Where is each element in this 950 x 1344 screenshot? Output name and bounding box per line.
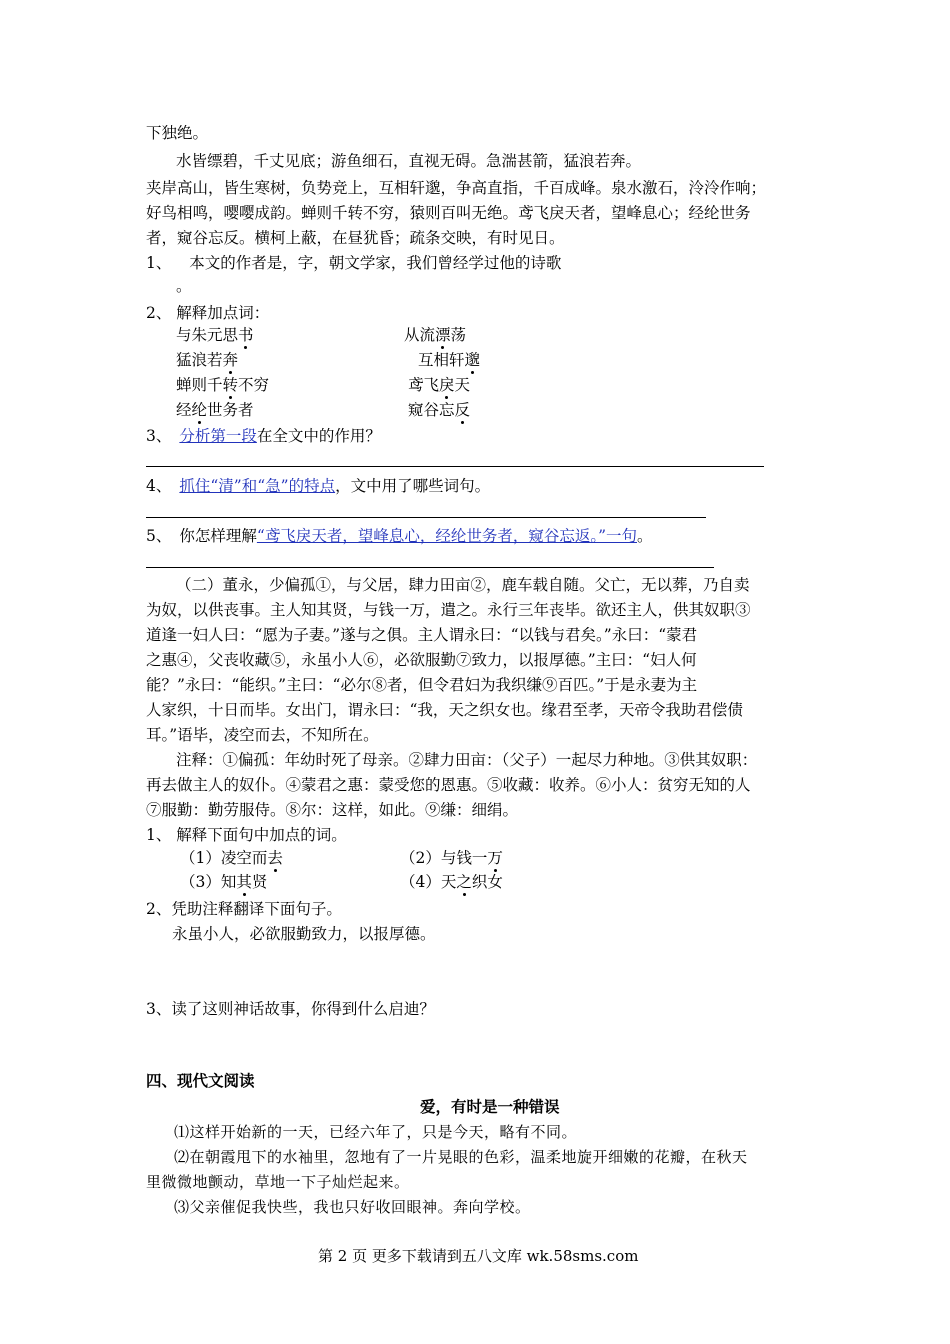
p2q1-b-text: （2）与钱一 — [400, 849, 488, 867]
p2q1-c-text-end: 贤 — [251, 873, 268, 891]
article-title: 爱，有时是一种错误 — [420, 1097, 560, 1116]
q4-answer-line[interactable] — [146, 517, 706, 518]
q2-w2-text: 从流 — [404, 326, 436, 344]
q1-text-a: 本文的作者是 — [189, 254, 283, 272]
passage2-line7: 耳。”语毕，凌空而去，不知所在。 — [146, 726, 379, 744]
q2-w2-text-end: 荡 — [450, 326, 467, 344]
q2-w6-text-end: 天 — [454, 376, 471, 394]
passage2-note3: ⑦服勤：勤劳服侍。⑧尔：这样，如此。⑨缣：细绢。 — [146, 801, 519, 819]
q3-answer-line[interactable] — [146, 466, 764, 467]
q4-number: 4、 — [146, 477, 172, 495]
passage2-line1: （二）董永，少偏孤①，与父居，肆力田亩②，鹿车载自随。父亡，无以葬，乃自卖 — [176, 576, 750, 594]
q3-link[interactable]: 分析第一段 — [179, 427, 257, 445]
p2q1-a-text: （1）凌空而 — [180, 849, 268, 867]
passage2-line2: 为奴，以供丧事。主人知其贤，与钱一万，遣之。永行三年丧毕。欲还主人，供其奴职③ — [146, 601, 751, 619]
page-footer: 第 2 页 更多下载请到五八文库 wk.58sms.com — [318, 1247, 639, 1265]
passage2-line3: 道逢一妇人曰：“愿为子妻。”遂与之俱。主人谓永曰：“以钱与君矣。”永曰：“蒙君 — [146, 626, 698, 644]
q1-text-b: ，字 — [282, 254, 314, 272]
article-paragraph-2-line1: ⑵在朝霞甩下的水袖里，忽地有了一片晃眼的色彩，温柔地旋开细嫩的花瓣，在秋天 — [174, 1148, 748, 1166]
question-1 — [146, 252, 561, 274]
p2q1-b-dotted: 万 — [487, 849, 503, 867]
q4-text: ，文中用了哪些词句。 — [335, 477, 491, 495]
q2-word-7 — [176, 399, 254, 421]
passage2-line4: 之惠④，父丧收藏⑤，永虽小人⑥，必欲服勤⑦致力，以报厚德。”主曰：“妇人何 — [146, 651, 697, 669]
section-4-heading: 四、现代文阅读 — [146, 1071, 255, 1090]
article-paragraph-2-line2: 里微微地颤动，草地一下子灿烂起来。 — [146, 1173, 410, 1191]
p2q1-a-dotted: 去 — [267, 849, 283, 867]
passage2-note1: 注释：①偏孤：年幼时死了母亲。②肆力田亩：（父子）一起尽力种地。③供其奴职： — [176, 751, 758, 769]
q2-w1-dotted: 书 — [238, 326, 254, 344]
passage1-line4: 好鸟相鸣，嘤嘤成韵。蝉则千转不穷，猿则百叫无绝。鸢飞戾天者，望峰息心；经纶世务 — [146, 204, 751, 222]
q2-word-3 — [176, 349, 238, 371]
q2-w4-text: 互相轩 — [418, 351, 465, 369]
p2-question-1-title: 1、 解释下面句中加点的词。 — [146, 826, 347, 844]
q2-w2-dotted: 漂 — [435, 326, 451, 344]
q2-w7-text-end: 世务者 — [207, 401, 254, 419]
q1-text-d: 朝 — [328, 254, 345, 272]
q2-w8-dotted: 反 — [454, 401, 471, 419]
question-4 — [146, 475, 490, 497]
q2-w7-dotted: 纶 — [191, 401, 208, 419]
p2-question-2-sentence: 永虽小人，必欲服勤致力，以报厚德。 — [172, 925, 436, 943]
question-3 — [146, 425, 381, 447]
q2-w3-dotted: 奔 — [222, 351, 239, 369]
passage2-line5: 能？”永曰：“能织。”主曰：“必尔⑧者，但令君妇为我织缣⑨百匹。”于是永妻为主 — [146, 676, 698, 694]
question-2-title: 2、 解释加点词： — [146, 304, 270, 322]
q1-number: 1、 — [146, 254, 172, 272]
q2-word-4 — [418, 349, 480, 371]
q2-word-5 — [176, 374, 269, 396]
p2q1-item-3 — [180, 871, 267, 893]
q1-text-e: 文学家，我们曾经学过他的诗歌 — [344, 254, 562, 272]
p2-question-2-title: 2、凭助注释翻译下面句子。 — [146, 900, 342, 918]
p2q1-item-2 — [400, 847, 503, 869]
passage2-note2: 再去做主人的奴仆。④蒙君之惠：蒙受您的恩惠。⑤收藏：收养。⑥小人：贫穷无知的人 — [146, 776, 751, 794]
q5-text-pre: 你怎样理解 — [179, 527, 257, 545]
p2-question-3-title: 3、读了这则神话故事，你得到什么启迪？ — [146, 1000, 435, 1018]
q1-tail: 。 — [176, 277, 192, 295]
q5-text: 。 — [637, 527, 653, 545]
q2-w4-dotted: 邈 — [464, 351, 481, 369]
p2q1-d-dotted: 之 — [456, 873, 472, 891]
article-paragraph-3: ⑶父亲催促我快些，我也只好收回眼神。奔向学校。 — [174, 1198, 531, 1216]
article-paragraph-1: ⑴这样开始新的一天，已经六年了，只是今天，略有不同。 — [174, 1123, 578, 1141]
p2q1-d-text: （4）天 — [400, 873, 457, 891]
q5-number: 5、 — [146, 527, 172, 545]
q2-w5-dotted: 转 — [222, 376, 239, 394]
q2-w6-text: 鸢飞 — [408, 376, 440, 394]
p2q1-c-dotted: 其 — [236, 873, 252, 891]
q2-word-8 — [408, 399, 470, 421]
q2-word-2 — [404, 324, 466, 346]
passage1-line1: 下独绝。 — [146, 124, 209, 142]
q2-w5-text-end: 不穷 — [238, 376, 270, 394]
passage2-line6: 人家织，十日而毕。女出门，谓永曰：“我，天之织女也。缘君至孝，天帝令我助君偿债 — [146, 701, 743, 719]
q3-number: 3、 — [146, 427, 172, 445]
p2q1-c-text: （3）知 — [180, 873, 237, 891]
q2-w7-text: 经 — [176, 401, 192, 419]
q2-word-1 — [176, 324, 254, 346]
p2q1-item-4 — [400, 871, 503, 893]
passage1-line5: 者，窥谷忘反。横柯上蔽，在昼犹昏；疏条交映，有时见日。 — [146, 229, 565, 247]
question-5 — [146, 525, 653, 547]
p2q1-item-1 — [180, 847, 283, 869]
q2-w1-text: 与朱元思 — [176, 326, 239, 344]
q2-word-6 — [408, 374, 470, 396]
q2-w6-dotted: 戾 — [439, 376, 455, 394]
q2-w5-text: 蝉则千 — [176, 376, 223, 394]
q1-text-c: ， — [313, 254, 329, 272]
passage1-line2: 水皆缥碧，千丈见底；游鱼细石，直视无碍。急湍甚箭，猛浪若奔。 — [176, 152, 642, 170]
q2-w3-text: 猛浪若 — [176, 351, 223, 369]
p2q1-d-text-end: 织女 — [471, 873, 503, 891]
q2-w8-text: 窥谷忘 — [408, 401, 455, 419]
q4-link[interactable]: 抓住“清”和“急”的特点 — [179, 477, 336, 495]
q3-text: 在全文中的作用？ — [256, 427, 381, 445]
passage1-line3: 夹岸高山，皆生寒树，负势竞上，互相轩邈，争高直指，千百成峰。泉水激石，泠泠作响； — [146, 179, 767, 197]
q5-link[interactable]: “鸢飞戾天者，望峰息心，经纶世务者，窥谷忘返。”一句 — [256, 527, 637, 545]
q5-answer-line[interactable] — [146, 567, 714, 568]
